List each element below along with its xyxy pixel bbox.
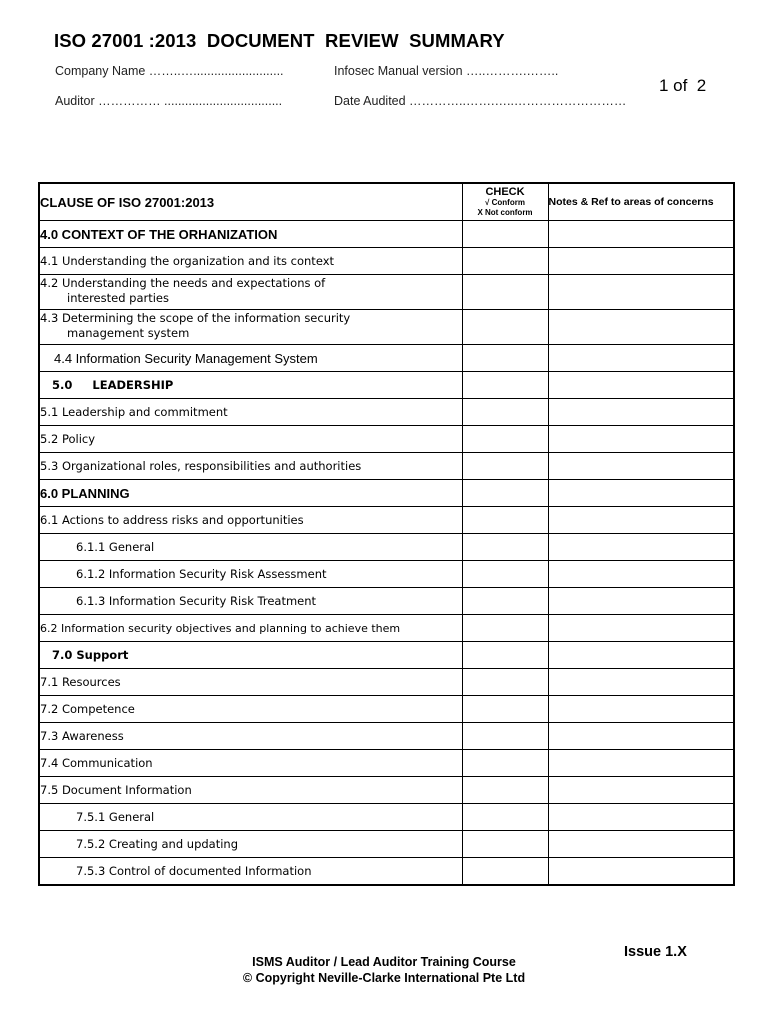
- notes-cell[interactable]: [548, 310, 734, 345]
- check-cell[interactable]: [462, 453, 548, 480]
- check-title: CHECK: [485, 186, 525, 198]
- clause-cell: 6.1 Actions to address risks and opportunities: [39, 507, 462, 534]
- clause-cell: 7.5 Document Information: [39, 777, 462, 804]
- check-cell[interactable]: [462, 723, 548, 750]
- clause-cell: 7.5.1 General: [39, 804, 462, 831]
- notes-cell[interactable]: [548, 453, 734, 480]
- table-row: [39, 453, 734, 480]
- table-row: [39, 426, 734, 453]
- check-cell[interactable]: [462, 615, 548, 642]
- table-row: [39, 669, 734, 696]
- check-cell[interactable]: [462, 345, 548, 372]
- check-cell[interactable]: [462, 534, 548, 561]
- check-cell[interactable]: [462, 248, 548, 275]
- check-cell[interactable]: [462, 831, 548, 858]
- infosec-manual-version-field: Infosec Manual version …..……….……..: [334, 64, 559, 78]
- table-row: [39, 221, 734, 248]
- issue-label: Issue 1.X: [624, 944, 687, 960]
- clause-cell: 5.2 Policy: [39, 426, 462, 453]
- table-row: [39, 777, 734, 804]
- notes-cell[interactable]: [548, 615, 734, 642]
- table-row: [39, 750, 734, 777]
- notes-cell[interactable]: [548, 750, 734, 777]
- clause-cell: 7.0 Support: [39, 642, 462, 669]
- clause-cell: 7.2 Competence: [39, 696, 462, 723]
- company-name-field: Company Name ……..…..........................: [55, 64, 284, 78]
- notes-cell[interactable]: [548, 275, 734, 310]
- copyright-notice: © Copyright Neville-Clarke International Pte Ltd: [242, 971, 526, 985]
- notes-cell[interactable]: [548, 777, 734, 804]
- table-row: [39, 372, 734, 399]
- check-cell[interactable]: [462, 696, 548, 723]
- check-not-conform-legend: X Not conform: [477, 208, 533, 217]
- check-cell[interactable]: [462, 750, 548, 777]
- clause-cell: [39, 310, 462, 345]
- notes-cell[interactable]: [548, 858, 734, 886]
- check-cell[interactable]: [462, 858, 548, 886]
- clause-line-1: 4.2 Understanding the needs and expectations of: [40, 276, 326, 290]
- check-cell[interactable]: [462, 642, 548, 669]
- table-row: [39, 534, 734, 561]
- notes-cell[interactable]: [548, 804, 734, 831]
- check-cell[interactable]: [462, 669, 548, 696]
- clause-cell: 7.5.2 Creating and updating: [39, 831, 462, 858]
- notes-cell[interactable]: [548, 561, 734, 588]
- clause-cell: 7.3 Awareness: [39, 723, 462, 750]
- table-row: [39, 831, 734, 858]
- table-header-row: [39, 183, 734, 221]
- course-name: ISMS Auditor / Lead Auditor Training Course: [252, 955, 516, 969]
- table-row: [39, 588, 734, 615]
- clause-cell: 4.0 CONTEXT OF THE ORHANIZATION: [39, 221, 462, 248]
- notes-cell[interactable]: [548, 480, 734, 507]
- table-row: [39, 248, 734, 275]
- notes-cell[interactable]: [548, 221, 734, 248]
- notes-cell[interactable]: [548, 588, 734, 615]
- check-conform-legend: √ Conform: [485, 198, 525, 207]
- notes-cell[interactable]: [548, 248, 734, 275]
- date-audited-field: Date Audited …………..…….…..………………………: [334, 94, 627, 108]
- notes-cell[interactable]: [548, 696, 734, 723]
- notes-cell[interactable]: [548, 345, 734, 372]
- clause-cell: [39, 275, 462, 310]
- notes-cell[interactable]: [548, 426, 734, 453]
- notes-cell[interactable]: [548, 669, 734, 696]
- clause-cell: 6.1.1 General: [39, 534, 462, 561]
- check-cell[interactable]: [462, 507, 548, 534]
- check-cell[interactable]: [462, 399, 548, 426]
- clause-cell: 7.4 Communication: [39, 750, 462, 777]
- check-cell[interactable]: [462, 275, 548, 310]
- clause-cell: 7.5.3 Control of documented Information: [39, 858, 462, 886]
- notes-cell[interactable]: [548, 507, 734, 534]
- notes-cell[interactable]: [548, 372, 734, 399]
- check-cell[interactable]: [462, 310, 548, 345]
- check-cell[interactable]: [462, 561, 548, 588]
- clause-line-2: management system: [67, 326, 190, 340]
- check-cell[interactable]: [462, 372, 548, 399]
- notes-cell[interactable]: [548, 831, 734, 858]
- clause-cell: 7.1 Resources: [39, 669, 462, 696]
- table-row: [39, 480, 734, 507]
- check-cell[interactable]: [462, 480, 548, 507]
- table-row: [39, 804, 734, 831]
- clause-line-1: 4.3 Determining the scope of the information security: [40, 311, 351, 325]
- notes-cell[interactable]: [548, 723, 734, 750]
- auditor-field: Auditor …………… ..................................: [55, 94, 283, 108]
- table-row: [39, 507, 734, 534]
- clause-cell: 5.1 Leadership and commitment: [39, 399, 462, 426]
- clause-column-header: CLAUSE OF ISO 27001:2013: [39, 183, 462, 221]
- table-row: [39, 723, 734, 750]
- notes-column-header: Notes & Ref to areas of concerns: [548, 183, 734, 221]
- table-row: [39, 858, 734, 886]
- check-cell[interactable]: [462, 777, 548, 804]
- table-row: [39, 275, 734, 310]
- clause-cell: 4.1 Understanding the organization and its context: [39, 248, 462, 275]
- check-cell[interactable]: [462, 426, 548, 453]
- clause-cell: 4.4 Information Security Management System: [39, 345, 462, 372]
- notes-cell[interactable]: [548, 534, 734, 561]
- clause-cell: 5.3 Organizational roles, responsibilities and authorities: [39, 453, 462, 480]
- clause-cell: 6.1.3 Information Security Risk Treatment: [39, 588, 462, 615]
- table-row: [39, 345, 734, 372]
- table-row: [39, 561, 734, 588]
- check-cell[interactable]: [462, 221, 548, 248]
- clause-cell: 6.1.2 Information Security Risk Assessment: [39, 561, 462, 588]
- check-cell[interactable]: [462, 588, 548, 615]
- clause-cell: 5.0 LEADERSHIP: [39, 372, 462, 399]
- table-row: [39, 615, 734, 642]
- clause-cell: 6.0 PLANNING: [39, 480, 462, 507]
- document-title: ISO 27001 :2013 DOCUMENT REVIEW SUMMARY: [54, 30, 505, 51]
- notes-cell[interactable]: [548, 399, 734, 426]
- review-table: [38, 182, 735, 886]
- clause-cell: 6.2 Information security objectives and planning to achieve them: [39, 615, 462, 642]
- table-row: [39, 696, 734, 723]
- clause-line-2: interested parties: [67, 291, 169, 305]
- page-number: 1 of 2: [659, 76, 707, 95]
- table-row: [39, 399, 734, 426]
- table-row: [39, 310, 734, 345]
- notes-cell[interactable]: [548, 642, 734, 669]
- table-row: [39, 642, 734, 669]
- check-column-header: [462, 183, 548, 221]
- check-cell[interactable]: [462, 804, 548, 831]
